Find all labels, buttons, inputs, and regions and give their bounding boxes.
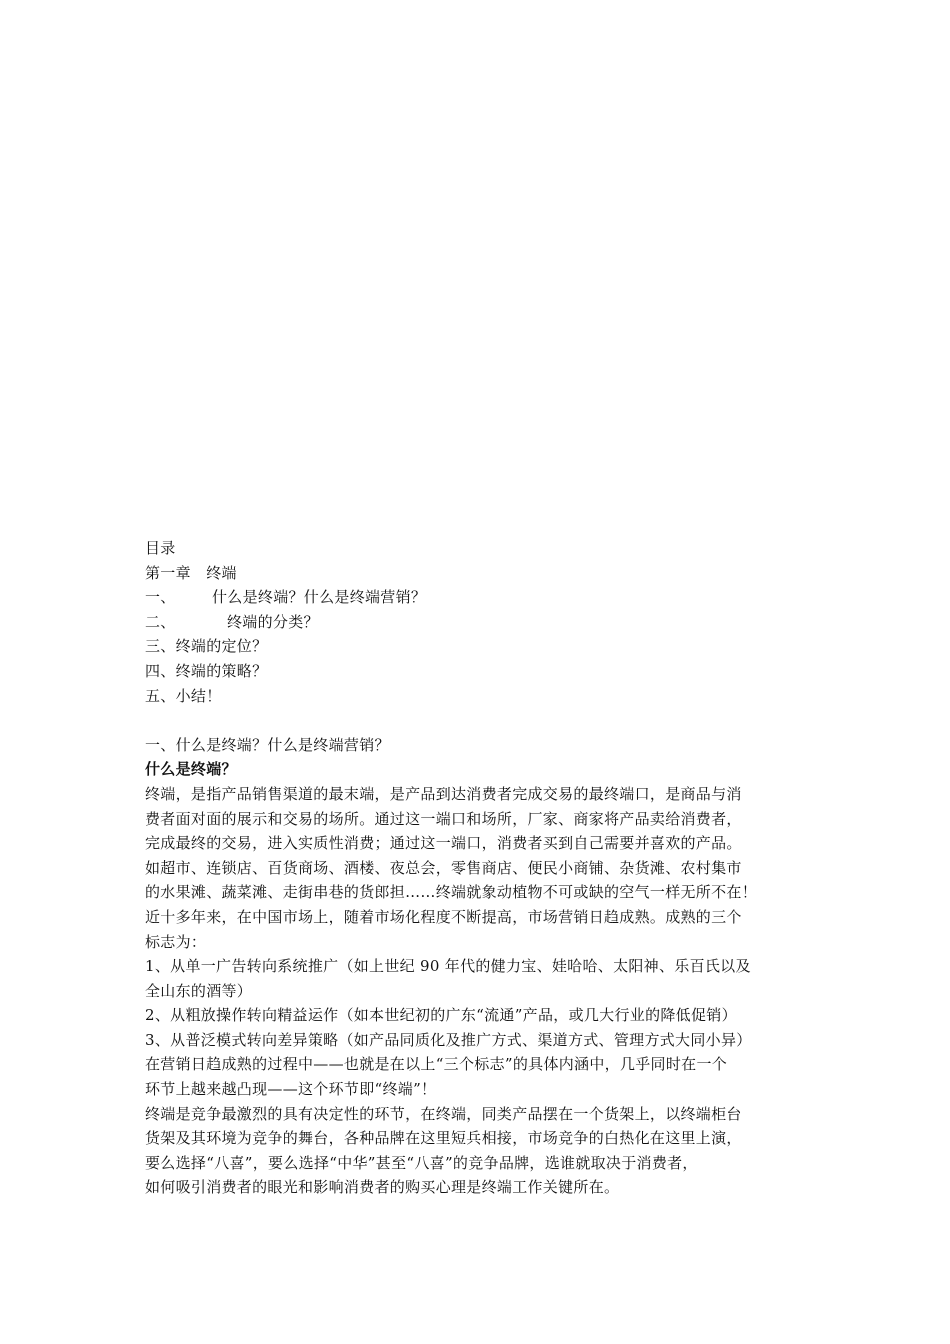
- toc-item: [145, 659, 815, 684]
- toc-item: [145, 610, 815, 635]
- body-line: 要么选择“八喜”，要么选择“中华”甚至“八喜”的竞争品牌，选谁就取决于消费者，: [145, 1153, 698, 1172]
- section-heading: 一、什么是终端？什么是终端营销？: [145, 735, 390, 754]
- body-line: 在营销日趋成熟的过程中——也就是在以上“三个标志”的具体内涵中，几乎同时在一个: [145, 1055, 728, 1074]
- toc-item-text: 终端的策略？: [175, 661, 268, 680]
- toc-item-text: 终端的分类？: [227, 612, 319, 631]
- body-line: 的水果滩、蔬菜滩、走街串巷的货郎担……终端就象动植物不可或缺的空气一样无所不在！: [145, 883, 758, 902]
- body-line: 3、从普泛模式转向差异策略（如产品同质化及推广方式、渠道方式、管理方式大同小异）: [145, 1030, 752, 1049]
- body-line: 2、从粗放操作转向精益运作（如本世纪初的广东“流通”产品，或几大行业的降低促销）: [145, 1006, 737, 1025]
- body-line: 货架及其环境为竞争的舞台，各种品牌在这里短兵相接，市场竞争的白热化在这里上演，: [145, 1129, 742, 1148]
- toc-item-text: 小结！: [175, 686, 222, 705]
- toc-item-number: 二、: [145, 612, 176, 631]
- toc-item-text: 终端的定位？: [175, 637, 268, 656]
- body-line: 环节上越来越凸现——这个环节即“终端”！: [145, 1080, 437, 1099]
- spacer: [145, 708, 815, 733]
- toc-item-text: 什么是终端？什么是终端营销？: [212, 588, 427, 607]
- section-subheading: 什么是终端？: [145, 760, 237, 779]
- toc-item-number: 四、: [145, 661, 176, 680]
- body-line: 1、从单一广告转向系统推广（如上世纪 90 年代的健力宝、娃哈哈、太阳神、乐百氏以及: [145, 957, 751, 976]
- toc-item-number: 一、: [145, 588, 176, 607]
- body-line: 完成最终的交易，进入实质性消费；通过这一端口，消费者买到自己需要并喜欢的产品。: [145, 834, 742, 853]
- body-line: 费者面对面的展示和交易的场所。通过这一端口和场所，厂家、商家将产品卖给消费者，: [145, 809, 742, 828]
- toc-item-number: 三、: [145, 637, 176, 656]
- toc-item: [145, 585, 815, 610]
- toc-title: 目录: [145, 539, 176, 557]
- body-line: 终端是竞争最激烈的具有决定性的环节，在终端，同类产品摆在一个货架上，以终端柜台: [145, 1104, 742, 1123]
- body-line: 标志为：: [145, 932, 207, 951]
- body-line: 全山东的酒等）: [145, 981, 253, 1000]
- toc-item: [145, 684, 815, 709]
- document-body: [145, 536, 815, 1200]
- toc-item: [145, 634, 815, 659]
- body-line: 如超市、连锁店、百货商场、酒楼、夜总会，零售商店、便民小商铺、杂货滩、农村集市: [145, 858, 742, 877]
- body-line: 近十多年来，在中国市场上，随着市场化程度不断提高，市场营销日趋成熟。成熟的三个: [145, 907, 742, 926]
- toc-chapter: 第一章 终端: [145, 563, 237, 582]
- body-line: 终端，是指产品销售渠道的最末端，是产品到达消费者完成交易的最终端口，是商品与消: [145, 784, 742, 803]
- toc-item-number: 五、: [145, 686, 176, 705]
- body-line: 如何吸引消费者的眼光和影响消费者的购买心理是终端工作关键所在。: [145, 1178, 620, 1197]
